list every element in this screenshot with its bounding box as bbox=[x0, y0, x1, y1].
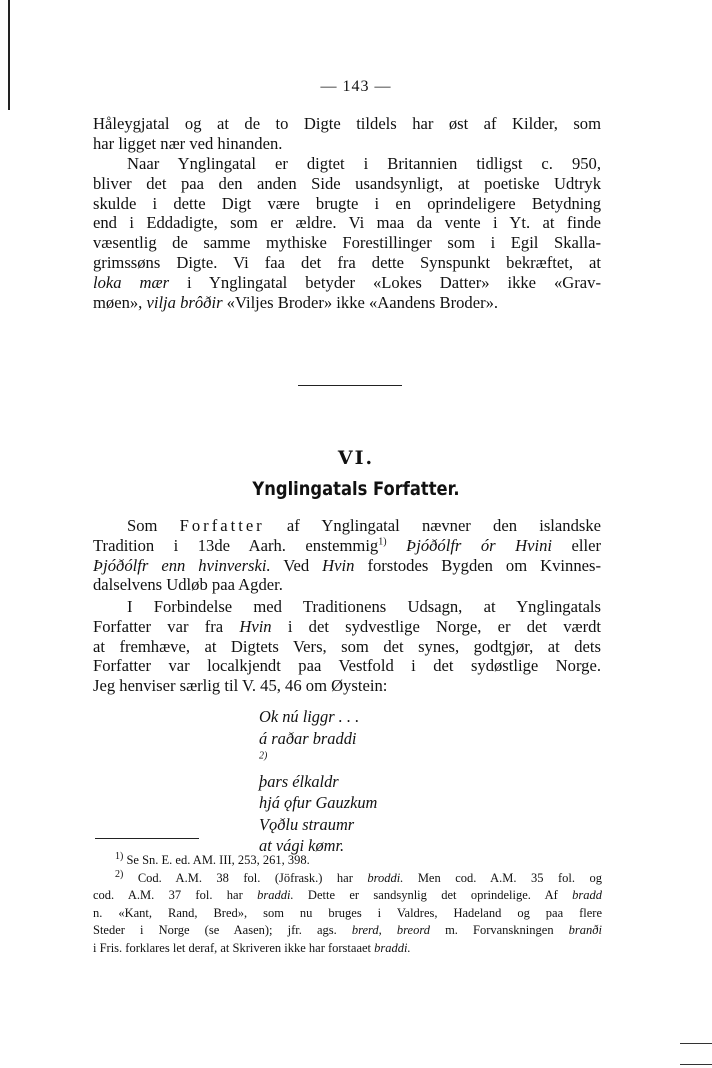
text-fragment: Men cod. A.M. 35 fol. og bbox=[403, 870, 602, 885]
paragraph-tradition bbox=[93, 516, 601, 595]
footnote-line bbox=[93, 940, 602, 958]
text-line bbox=[93, 516, 601, 536]
chapter-number: VI. bbox=[337, 447, 375, 469]
text-fragment: cod. A.M. 37 fol. har bbox=[93, 888, 258, 902]
footnote-ref: 2) bbox=[259, 750, 268, 762]
text-line: Naar Ynglingatal er digtet i Britannien tidligst c. 950, bbox=[127, 154, 601, 173]
text-fragment: i Fris. forklares let deraf, at Skriveren ikke har forstaaet bbox=[93, 940, 375, 955]
footnotes bbox=[93, 852, 602, 957]
italic-term: vilja brôðir bbox=[146, 292, 223, 312]
footnote-mark: 1) bbox=[115, 850, 124, 862]
text-fragment: eller bbox=[552, 535, 601, 555]
text-line: har ligget nær ved hinanden. bbox=[93, 133, 283, 153]
text-fragment: «Viljes Broder» ikke «Aandens Broder». bbox=[222, 292, 499, 312]
verse-line: Vǫðlu straumr bbox=[259, 814, 355, 834]
text-line: Jeg henviser særlig til V. 45, 46 om Øystein: bbox=[93, 676, 388, 696]
italic-term: loka mær bbox=[93, 272, 170, 292]
text-line: Håleygjatal og at de to Digte tildels har øst af Kilder, som bbox=[93, 114, 601, 133]
text-line bbox=[93, 536, 601, 556]
text-fragment: Tradition i 13de Aarh. enstemmig bbox=[93, 535, 379, 555]
text-fragment: i Ynglingatal betyder «Lokes Datter» ikke «Grav- bbox=[169, 272, 601, 292]
section-separator bbox=[298, 385, 402, 386]
text-line bbox=[93, 556, 601, 576]
footnote-ref: 1) bbox=[378, 536, 387, 548]
verse-text: á raðar braddi bbox=[259, 728, 357, 748]
verse-line: at vági kømr. bbox=[259, 836, 345, 855]
text-fragment: Se Sn. E. ed. AM. III, 253, 261, 398. bbox=[123, 853, 310, 867]
text-fragment: Ved bbox=[270, 555, 323, 575]
footnote-1 bbox=[93, 852, 602, 870]
text-fragment: Dette er sandsynlig det oprindelige. Af bbox=[293, 888, 573, 902]
italic-term: Þjóðólfr enn hvinverski. bbox=[93, 555, 271, 575]
text-fragment: i det sydvestlige Norge, er det værdt bbox=[271, 616, 601, 636]
italic-term: Þjóðólfr ór Hvini bbox=[406, 535, 553, 555]
footnote-mark: 2) bbox=[115, 868, 124, 880]
text-line: grimssøns Digte. Vi faa det fra dette Synspunkt bekræftet, at bbox=[93, 252, 601, 272]
text-fragment: Steder i Norge (se Aasen); jfr. ags. bbox=[93, 923, 352, 937]
text-line bbox=[93, 273, 601, 293]
text-line: væsentlig de samme mythiske Forestillinger som i Egil Skalla- bbox=[93, 233, 601, 253]
verse-line: Ok nú liggr . . . bbox=[259, 707, 360, 726]
footnote-2 bbox=[93, 870, 602, 888]
verse-line: hjá ǫfur Gauzkum bbox=[259, 793, 378, 812]
text-fragment: Som bbox=[127, 516, 180, 535]
text-line: at fremhæve, at Digtets Vers, som det synes, godtgjør, at dets bbox=[93, 636, 601, 656]
text-line bbox=[93, 293, 601, 313]
text-line: skulde i dette Digt være brugte i en oprindeligere Betydning bbox=[93, 193, 601, 213]
corner-rule bbox=[680, 1064, 712, 1065]
opening-paragraph bbox=[93, 114, 601, 154]
text-fragment: Cod. A.M. 38 fol. (Jöfrask.) har bbox=[123, 870, 368, 885]
corner-rule bbox=[680, 1043, 712, 1044]
italic-term: branði bbox=[568, 923, 603, 937]
paragraph-britannien bbox=[93, 154, 601, 312]
italic-term: braddi. bbox=[257, 888, 294, 902]
verse-quotation bbox=[259, 706, 377, 857]
verse-line: þars élkaldr bbox=[259, 771, 339, 791]
footnote-line bbox=[93, 922, 602, 940]
italic-term: broddi. bbox=[367, 870, 404, 885]
italic-term: Hvin bbox=[322, 555, 355, 575]
text-fragment: m. Forvanskningen bbox=[430, 923, 569, 937]
page-number: — 143 — bbox=[320, 78, 392, 95]
text-fragment: Forfatter var fra bbox=[93, 616, 240, 636]
italic-term: Hvin bbox=[239, 616, 272, 636]
text-line: dalselvens Udløb paa Agder. bbox=[93, 575, 283, 595]
text-fragment: forstodes Bygden om Kvinnes- bbox=[354, 555, 601, 575]
text-line: bliver det paa den anden Side usandsynligt, at poetiske Udtryk bbox=[93, 173, 601, 193]
spaced-term: Forfatter bbox=[179, 516, 265, 535]
chapter-title: Ynglingatals Forfatter. bbox=[252, 478, 460, 500]
italic-term: brerd, breord bbox=[351, 923, 430, 937]
italic-term: braddi. bbox=[374, 940, 411, 955]
text-line: end i Eddadigte, som er ældre. Vi maa da vente i Yt. at finde bbox=[93, 213, 601, 233]
footnote-separator bbox=[95, 838, 199, 839]
verse-line bbox=[259, 728, 377, 771]
text-fragment: af Ynglingatal nævner den islandske bbox=[264, 516, 601, 535]
text-fragment: møen», bbox=[93, 292, 147, 312]
footnote-line bbox=[93, 887, 602, 905]
text-line bbox=[93, 617, 601, 637]
text-line: I Forbindelse med Traditionens Udsagn, at Ynglingatals bbox=[127, 597, 601, 616]
paragraph-forbindelse bbox=[93, 597, 601, 696]
text-line: Forfatter var localkjendt paa Vestfold i det sydøstlige Norge. bbox=[93, 656, 601, 676]
italic-term: bradd bbox=[572, 888, 602, 902]
footnote-line: n. «Kant, Rand, Bred», som nu bruges i Valdres, Hadeland og paa flere bbox=[93, 905, 602, 920]
